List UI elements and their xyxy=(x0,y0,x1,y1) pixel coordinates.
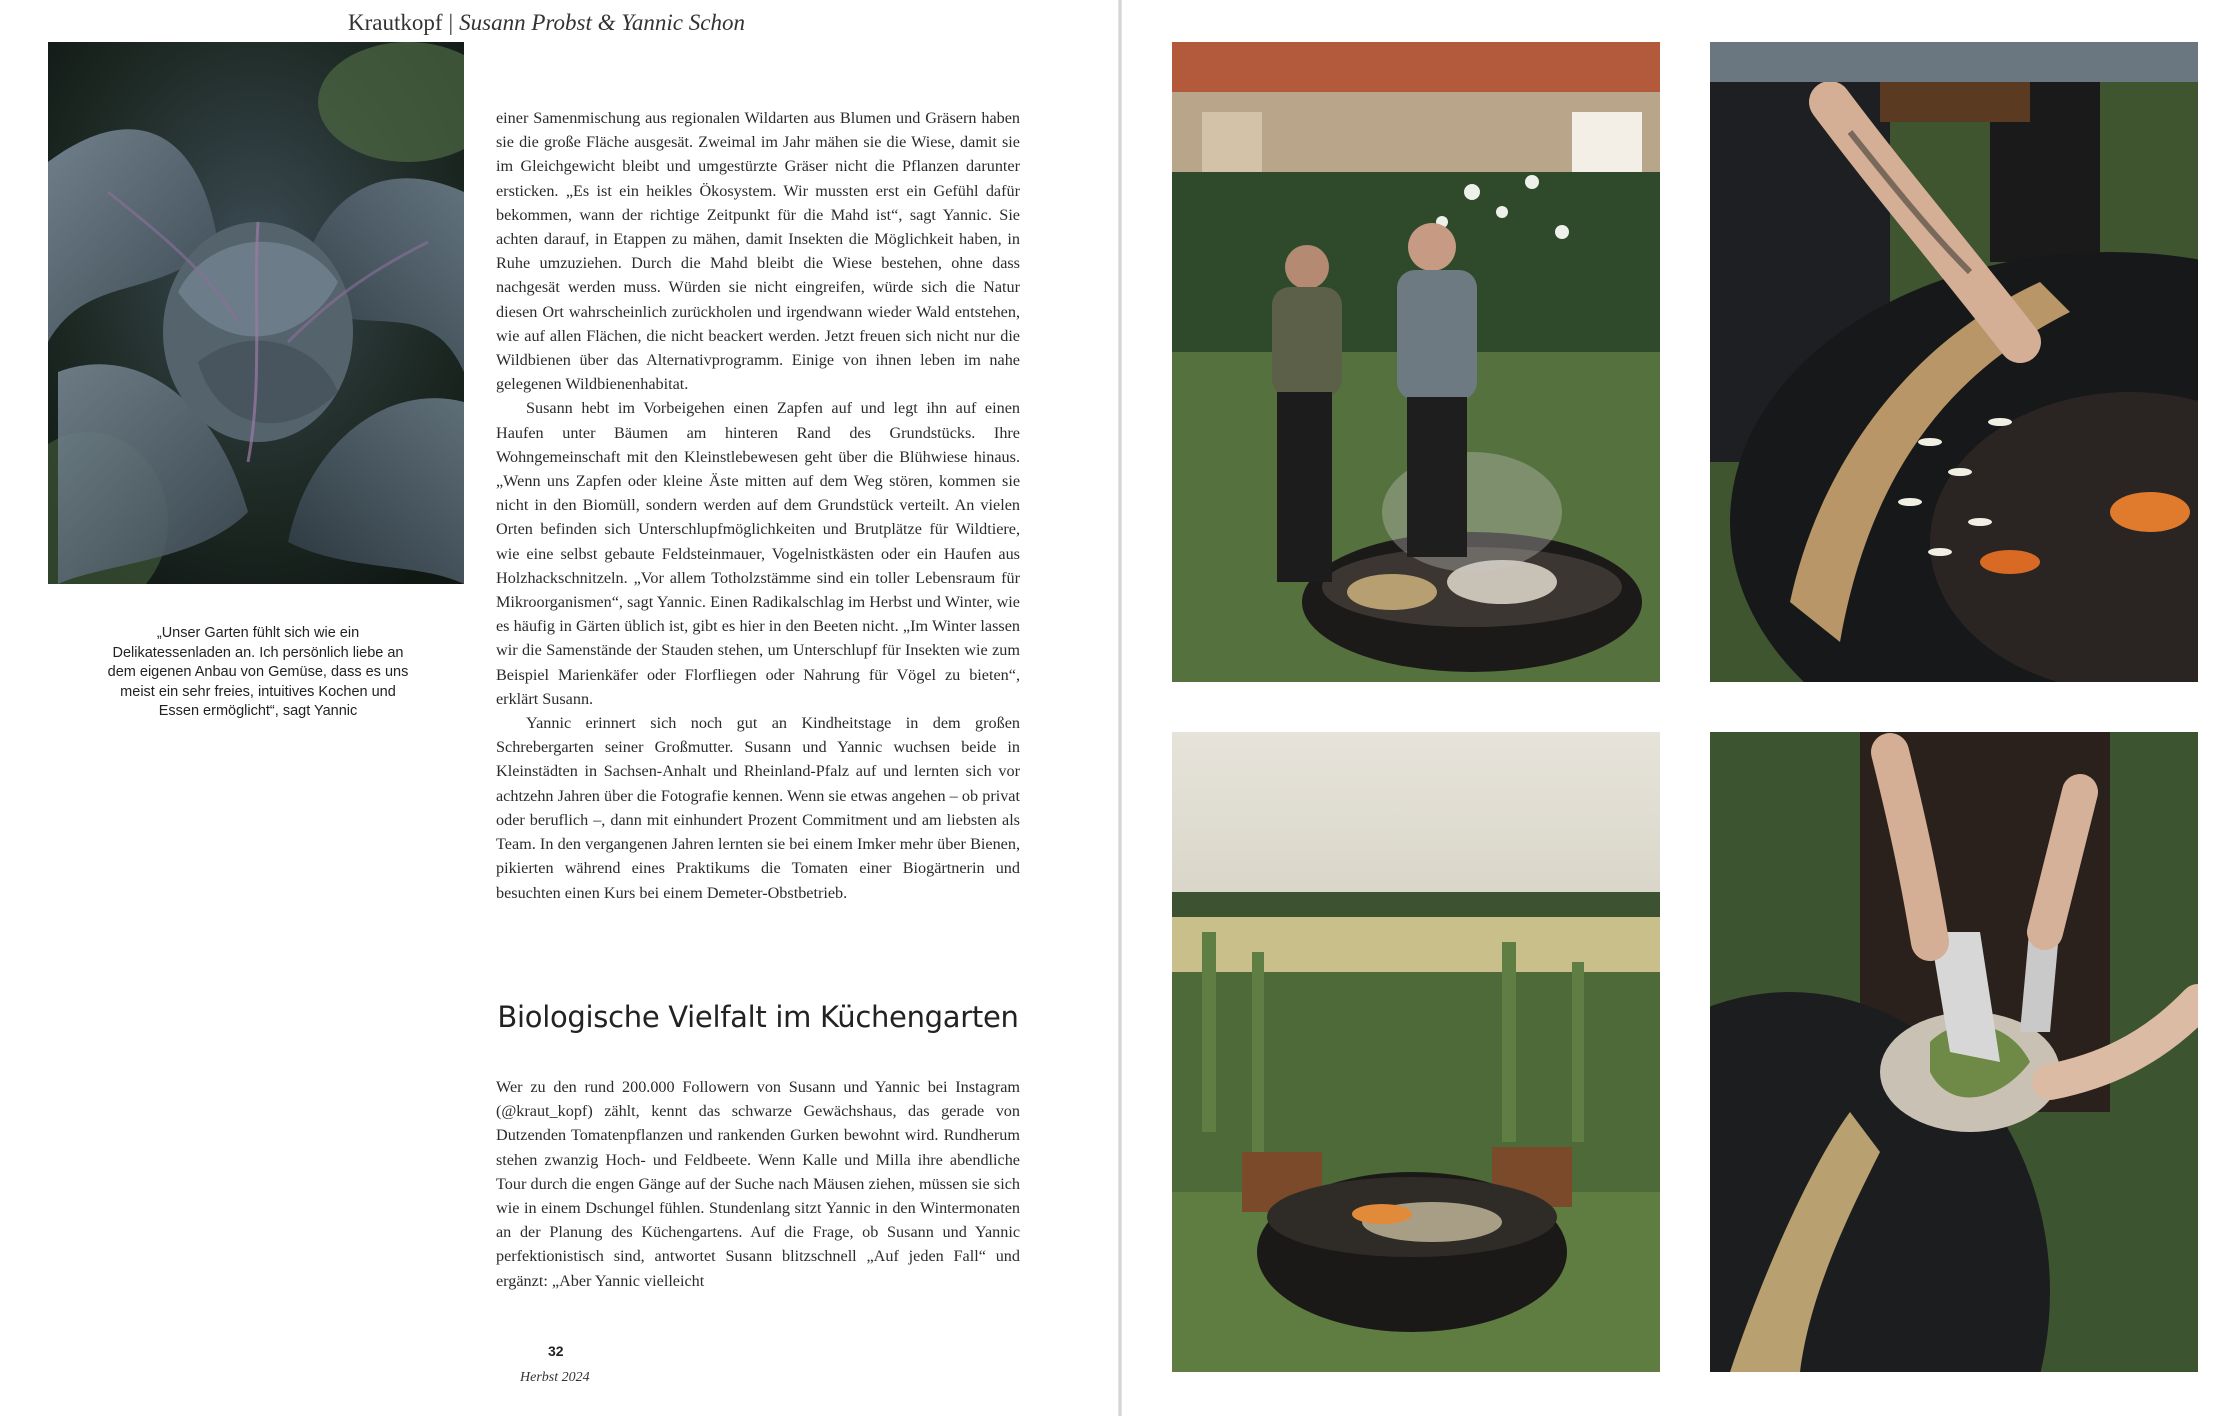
article-paragraph: Wer zu den rund 200.000 Followern von Susann und Yannic bei Instagram (@kraut_kopf) zählt, kennt das schwarze Gewächshaus, das gerade von Dutzenden Tomatenpflanzen und rankenden Gurken bewohnt wird. Rundherum stehen zwanzig Hoch- und Feldbeete. Wenn Kalle und Milla ihre abendliche Tour durch die engen Gänge auf der Suche nach Mäusen ziehen, müssen sie sich wie in einem Dschungel fühlen. Stundenlang sitzt Yannic in den Wintermonaten an der Planung des Küchengartens. Auf die Frage, ob Susann und Yannic perfektionistisch sind, antwortet Susann blitzschnell „Auf jeden Fall“ und ergänzt: „Aber Yannic vielleicht xyxy=(496,1078,1020,1290)
left-page xyxy=(0,0,1118,1416)
firepit-hands-photo xyxy=(1710,42,2198,682)
article-paragraph: Susann hebt im Vorbeigehen einen Zapfen auf und legt ihn auf einen Haufen unter Bäumen am hinteren Rand des Grundstücks. Ihre Wohngemeinschaft mit den Kleinstlebewesen geht über die Blühwiese hinaus. „Wenn uns Zapfen oder kleine Äste mitten auf dem Weg stören, kommen sie nicht in den Biomüll, sondern werden auf dem Grundstück verteilt. An vielen Orten befinden sich Unterschlupfmöglichkeiten und Brutplätze für Wildtiere, wie eine selbst gebaute Feldsteinmauer, Vogelnistkästen oder ein Haufen aus Holzhackschnitzeln. „Vor allem Totholzstämme sind ein toller Lebensraum für Mikroorganismen“, sagt Yannic. Einen Radikalschlag im Herbst und Winter, wie es häufig in Gärten üblich ist, gibt es hier in den Beeten nicht. „Im Winter lassen wir die Samenstände der Stauden stehen, um Unterschlupf für Insekten wie zum Beispiel Marienkäfer oder Florfliegen oder Nahrung für Vögel zu bieten“, erklärt Susann. xyxy=(496,399,1020,708)
firepit-meadow-photo xyxy=(1172,732,1660,1372)
header-separator: | xyxy=(448,10,454,35)
header-section: Krautkopf xyxy=(348,10,443,35)
article-paragraph: einer Samenmischung aus regionalen Wildarten aus Blumen und Gräsern haben sie die große Fläche ausgesät. Zweimal im Jahr mähen sie die Wiese, damit sie im Gleichgewicht bleibt und umgestürzte Gräser nicht die Pflanzen darunter ersticken. „Es ist ein heikles Ökosystem. Wir mussten erst ein Gefühl dafür bekommen, wann der richtige Zeitpunkt für die Mahd ist“, sagt Yannic. Sie achten darauf, in Etappen zu mähen, damit Insekten die Möglichkeit haben, in Ruhe umzuziehen. Durch die Mahd bleibt die Wiese bestehen, ohne dass nachgesät werden muss. Würden sie nicht eingreifen, würde sich die Natur diesen Ort wahrscheinlich zurückholen und irgendwann wieder Wald entstehen, wie auf allen Flächen, die nicht beackert werden. Jetzt freuen sich nicht nur die Wildbienen über das Alternativprogramm. Einige von ihnen leben im nahe gelegenen Wildbienenhabitat. xyxy=(496,109,1020,394)
cabbage-photo xyxy=(48,42,464,584)
plate-serving-photo xyxy=(1710,732,2198,1372)
right-page xyxy=(1122,0,2240,1416)
photo-caption: „Unser Garten fühlt sich wie ein Delikatessenladen an. Ich persönlich liebe an dem eigenen Anbau von Gemüse, dass es uns meist ein sehr freies, intuitives Kochen und Essen ermöglicht“, sagt Yannic xyxy=(107,625,409,719)
issue-label: Herbst 2024 xyxy=(520,1370,590,1385)
page-header xyxy=(348,10,745,36)
article-column xyxy=(496,106,1020,905)
article-column-continued xyxy=(496,1075,1020,1293)
cooking-couple-photo xyxy=(1172,42,1660,682)
article-paragraph: Yannic erinnert sich noch gut an Kindheitstage in dem großen Schrebergarten seiner Großmutter. Susann und Yannic wuchsen beide in Kleinstädten in Sachsen-Anhalt und Rheinland-Pfalz auf und lernten sich vor achtzehn Jahren über die Fotografie kennen. Wenn sie etwas angehen – ob privat oder beruflich –, dann mit einhundert Prozent Commitment und am liebsten als Team. In den vergangenen Jahren lernten sie bei einem Imker mehr über Bienen, pikierten während eines Praktikums die Tomaten einer Biogärtnerin und besuchten einen Kurs bei einem Demeter-Obstbetrieb. xyxy=(496,714,1020,902)
section-subheading: Biologische Vielfalt im Küchengarten xyxy=(497,1000,1019,1034)
header-authors: Susann Probst & Yannic Schon xyxy=(459,10,745,35)
page-number: 32 xyxy=(548,1343,564,1359)
